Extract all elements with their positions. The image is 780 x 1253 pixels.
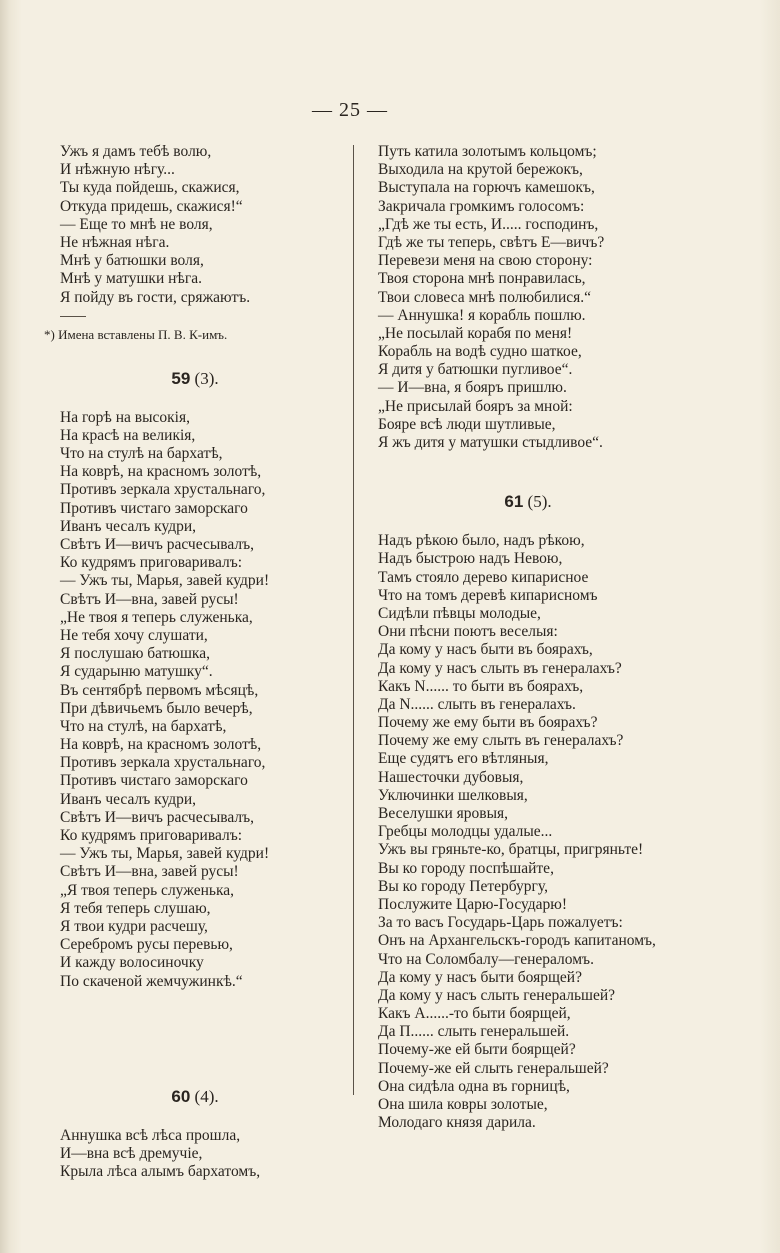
verse-line: Перевези меня на свою сторону: bbox=[378, 252, 593, 270]
verse-line: Почему же ему быти въ боярахъ? bbox=[378, 714, 598, 732]
verse-line: Веселушки яровыя, bbox=[378, 805, 509, 822]
verse-line: Она сидѣла одна въ горницѣ, bbox=[378, 1077, 570, 1095]
verse-line: „Гдѣ же ты есть, И..... господинъ, bbox=[378, 215, 599, 233]
verse-line: Мнѣ у матушки нѣга. bbox=[60, 270, 202, 288]
left-top-verse bbox=[60, 143, 330, 307]
verse-line: Противъ зеркала хрустальнаго, bbox=[60, 754, 266, 772]
footnote: *) Имена вставлены П. В. К-имъ. bbox=[44, 326, 228, 342]
verse-line: Ко кудрямъ приговаривалъ: bbox=[60, 827, 243, 844]
verse-line: Я послушаю батюшка, bbox=[60, 645, 210, 663]
verse-line: Свѣтъ И—вичъ расчесывалъ, bbox=[60, 536, 255, 553]
verse-line: — Ужъ ты, Марья, завей кудри! bbox=[60, 572, 270, 590]
verse-line: „Не посылай корабя по меня! bbox=[378, 324, 573, 342]
song-number: 60 bbox=[171, 1086, 191, 1106]
verse-line: Иванъ чесалъ кудри, bbox=[60, 517, 197, 535]
song-60-continuation bbox=[378, 143, 678, 452]
verse-line: „Не твоя я теперь служенька, bbox=[60, 608, 253, 626]
verse-line: Свѣтъ И—вна, завей русы! bbox=[60, 590, 239, 608]
verse-line: Я твои кудри расчешу, bbox=[60, 917, 208, 935]
verse-line: Да кому у насъ быти въ боярахъ, bbox=[378, 641, 593, 659]
verse-line: Ты куда пойдешь, скажися, bbox=[60, 179, 240, 197]
verse-line: Что на томъ деревѣ кипарисномъ bbox=[378, 586, 598, 604]
verse-line: Крыла лѣса алымъ бархатомъ, bbox=[60, 1163, 261, 1181]
verse-line: — Аннушка! я корабль пошлю. bbox=[378, 306, 586, 324]
verse-line: Противъ чистаго заморскаго bbox=[60, 772, 248, 790]
verse-line: Ко кудрямъ приговаривалъ: bbox=[60, 554, 243, 572]
verse-line: Какъ N...... то быти въ боярахъ, bbox=[378, 677, 584, 695]
verse-line: На красѣ на великія, bbox=[60, 426, 196, 444]
verse-line: Корабль на водѣ судно шаткое, bbox=[378, 343, 582, 361]
verse-line: Не тебя хочу слушати, bbox=[60, 626, 208, 644]
verse-line: Еще судятъ его вѣтляныя, bbox=[378, 750, 549, 768]
song-subnumber: (4). bbox=[194, 1086, 219, 1106]
verse-line: Да кому у насъ быти боярщей? bbox=[378, 968, 582, 986]
song-subnumber: (3). bbox=[194, 368, 219, 388]
verse-line: — Ужъ ты, Марья, завей кудри! bbox=[60, 845, 270, 863]
verse-line: „Я твоя теперь служенька, bbox=[60, 881, 235, 899]
verse-line: На коврѣ, на красномъ золотѣ, bbox=[60, 736, 262, 754]
verse-line: Почему-же ей быти боярщей? bbox=[378, 1041, 576, 1059]
right-column bbox=[378, 143, 678, 1132]
verse-line: Не нѣжная нѣга. bbox=[60, 233, 170, 251]
verse-line: Я дитя у батюшки пугливое“. bbox=[378, 361, 573, 379]
verse-line: Да N...... слыть въ генералахъ. bbox=[378, 695, 576, 713]
song-61-verse bbox=[378, 532, 678, 1132]
verse-line: Надъ рѣкою было, надъ рѣкою, bbox=[378, 532, 585, 550]
verse-line: Выходила на крутой бережокъ, bbox=[378, 161, 583, 179]
verse-line: На горѣ на высокія, bbox=[60, 408, 190, 426]
verse-line: Откуда придешь, скажися!“ bbox=[60, 197, 243, 215]
verse-line: Ужъ я дамъ тебѣ волю, bbox=[60, 143, 212, 160]
verse-line: На коврѣ, на красномъ золотѣ, bbox=[60, 463, 262, 481]
verse-line: Да П...... слыть генеральшей. bbox=[378, 1023, 570, 1041]
verse-line: Я жъ дитя у матушки стыдливое“. bbox=[378, 434, 603, 451]
verse-line: Какъ А......-то быти боярщей, bbox=[378, 1005, 571, 1023]
verse-line: Что на стулѣ на бархатѣ, bbox=[60, 445, 223, 463]
song-60-verse bbox=[60, 1127, 330, 1182]
verse-line: Гребцы молодцы удалые... bbox=[378, 823, 553, 841]
verse-line: Выступала на горючъ камешокъ, bbox=[378, 179, 595, 197]
verse-line: Что на стулѣ, на бархатѣ, bbox=[60, 717, 227, 735]
verse-line: Путь катила золотымъ кольцомъ; bbox=[378, 143, 597, 160]
verse-line: Твоя сторона мнѣ понравилась, bbox=[378, 270, 586, 288]
verse-line: Въ сентябрѣ первомъ мѣсяцѣ, bbox=[60, 681, 259, 699]
verse-line: Свѣтъ И—вна, завей русы! bbox=[60, 863, 239, 881]
verse-line: Тамъ стояло дерево кипарисное bbox=[378, 568, 589, 586]
verse-line: Вы ко городу Петербургу, bbox=[378, 877, 548, 895]
verse-line: Почему-же ей слыть генеральшей? bbox=[378, 1059, 609, 1077]
verse-line: При дѣвичьемъ было вечерѣ, bbox=[60, 699, 253, 717]
verse-line: Послужите Царю-Государю! bbox=[378, 895, 568, 913]
verse-line: Онъ на Архангельскъ-городъ капитаномъ, bbox=[378, 932, 656, 950]
verse-line: Иванъ чесалъ кудри, bbox=[60, 790, 197, 808]
page-number: — 25 — bbox=[312, 99, 388, 121]
verse-line: Молодаго князя дарила. bbox=[378, 1114, 536, 1132]
song-59-verse bbox=[60, 409, 330, 991]
song-60-heading bbox=[60, 1087, 330, 1107]
verse-line: Противъ зеркала хрустальнаго, bbox=[60, 481, 266, 499]
verse-line: За то васъ Государь-Царь пожалуетъ: bbox=[378, 914, 623, 932]
verse-line: Да кому у насъ слыть въ генералахъ? bbox=[378, 659, 622, 677]
verse-line: Закричала громкимъ голосомъ: bbox=[378, 197, 585, 215]
song-subnumber: (5). bbox=[527, 492, 552, 512]
verse-line: Мнѣ у батюшки воля, bbox=[60, 252, 204, 270]
verse-line: Я тебя теперь слушаю, bbox=[60, 899, 211, 917]
verse-line: Почему же ему слыть въ генералахъ? bbox=[378, 732, 624, 750]
verse-line: Аннушка всѣ лѣса прошла, bbox=[60, 1126, 241, 1144]
verse-line: — И—вна, я бояръ пришлю. bbox=[378, 379, 567, 397]
verse-line: Нашесточки дубовыя, bbox=[378, 768, 524, 786]
song-59-heading bbox=[60, 369, 330, 389]
column-divider bbox=[353, 145, 354, 1095]
verse-line: Твои словеса мнѣ полюбилися.“ bbox=[378, 288, 592, 306]
footnote-rule bbox=[60, 316, 86, 317]
song-number: 59 bbox=[171, 368, 191, 388]
verse-line: Я пойду въ гости, сряжаютъ. bbox=[60, 288, 251, 306]
verse-line: Бояре всѣ люди шутливые, bbox=[378, 415, 556, 433]
verse-line: И кажду волосиночку bbox=[60, 954, 204, 972]
verse-line: „Не присылай бояръ за мной: bbox=[378, 397, 573, 415]
verse-line: Что на Соломбалу—генераломъ. bbox=[378, 950, 594, 968]
verse-line: Они пѣсни поютъ веселыя: bbox=[378, 623, 558, 641]
verse-line: Да кому у насъ слыть генеральшей? bbox=[378, 986, 616, 1004]
verse-line: Серебромъ русы перевью, bbox=[60, 936, 233, 954]
verse-line: Я сударыню матушку“. bbox=[60, 663, 213, 681]
song-61-heading bbox=[378, 492, 678, 512]
song-number: 61 bbox=[504, 492, 524, 512]
verse-line: И нѣжную нѣгу... bbox=[60, 161, 175, 179]
left-column bbox=[44, 143, 330, 1181]
verse-line: — Еще то мнѣ не воля, bbox=[60, 215, 213, 233]
verse-line: Сидѣли пѣвцы молодые, bbox=[378, 604, 541, 622]
verse-line: Гдѣ же ты теперь, свѣтъ Е—вичъ? bbox=[378, 233, 605, 251]
verse-line: И—вна всѣ дремучіе, bbox=[60, 1144, 203, 1162]
verse-line: Ужъ вы гряньте-ко, братцы, пригряньте! bbox=[378, 841, 644, 859]
verse-line: Свѣтъ И—вичъ расчесывалъ, bbox=[60, 808, 255, 826]
verse-line: По скаченой жемчужинкѣ.“ bbox=[60, 972, 243, 990]
verse-line: Она шила ковры золотые, bbox=[378, 1096, 548, 1113]
verse-line: Противъ чистаго заморскаго bbox=[60, 499, 248, 517]
verse-line: Уключинки шелковыя, bbox=[378, 786, 528, 804]
verse-line: Вы ко городу поспѣшайте, bbox=[378, 859, 554, 877]
verse-line: Надъ быстрою надъ Невою, bbox=[378, 550, 563, 568]
